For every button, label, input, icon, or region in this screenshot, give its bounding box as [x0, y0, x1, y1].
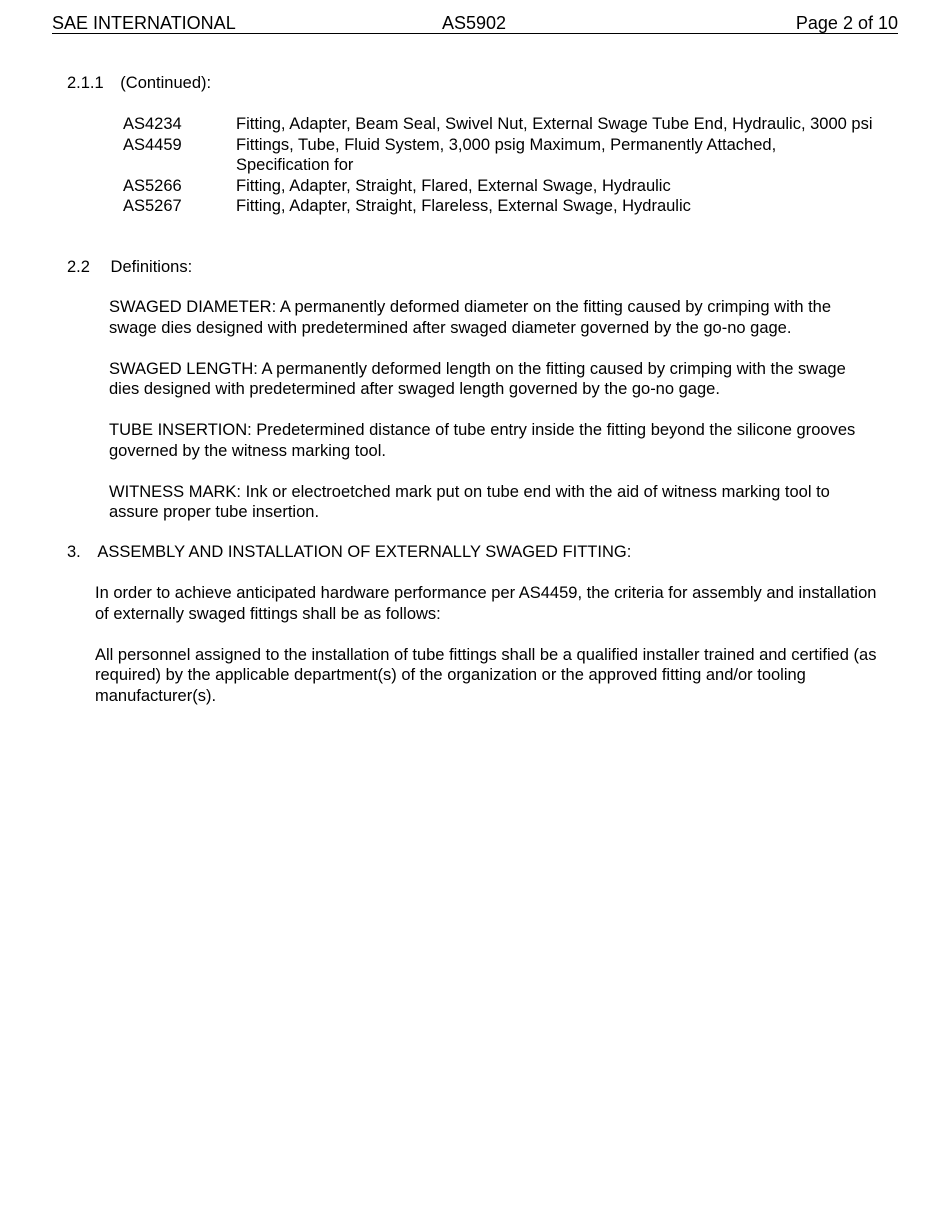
reference-title: Fitting, Adapter, Beam Seal, Swivel Nut, External Swage Tube End, Hydraulic, 3000 psi [236, 115, 873, 133]
section-number: 2.1.1 [67, 74, 104, 92]
section-title: Definitions: [110, 258, 193, 276]
section-2-2-heading [67, 257, 192, 278]
reference-item [123, 196, 873, 217]
definition-witness-mark: WITNESS MARK: Ink or electroetched mark put on tube end with the aid of witness marking tool to assure proper tube insertion. [109, 482, 830, 521]
reference-item [123, 176, 873, 197]
reference-code: AS4459 [123, 135, 182, 154]
section-number: 2.2 [67, 258, 90, 276]
section-3-body [95, 583, 880, 706]
paragraph-performance-criteria: In order to achieve anticipated hardware performance per AS4459, the criteria for assembly and installation of externally swaged fittings shall be as follows: [95, 584, 877, 623]
reference-item [123, 135, 873, 176]
section-number: 3. [67, 543, 81, 561]
header-document-number: AS5902 [442, 13, 507, 33]
page-header [52, 13, 898, 34]
reference-title: Fitting, Adapter, Straight, Flared, External Swage, Hydraulic [236, 176, 671, 195]
section-title: ASSEMBLY AND INSTALLATION OF EXTERNALLY SWAGED FITTING: [97, 543, 632, 561]
reference-title: Fittings, Tube, Fluid System, 3,000 psig Maximum, Permanently Attached, Specification for [236, 135, 777, 174]
reference-code: AS5266 [123, 176, 182, 195]
definition-list [109, 297, 879, 523]
section-title: (Continued): [120, 74, 212, 92]
definition-swaged-length: SWAGED LENGTH: A permanently deformed length on the fitting caused by crimping with the swage dies designed with predetermined after swaged length governed by the go-no gage. [109, 359, 846, 398]
definition-swaged-diameter: SWAGED DIAMETER: A permanently deformed diameter on the fitting caused by crimping with the swage dies designed with predetermined after swaged diameter governed by the go-no gage. [109, 298, 832, 337]
section-2-1-1-heading [67, 73, 211, 94]
reference-code: AS5267 [123, 197, 182, 215]
reference-code: AS4234 [123, 115, 182, 133]
reference-list [123, 114, 873, 217]
reference-title: Fitting, Adapter, Straight, Flareless, External Swage, Hydraulic [236, 197, 691, 215]
reference-item [123, 114, 873, 135]
header-organization: SAE INTERNATIONAL [52, 13, 236, 33]
header-page-label: Page 2 of 10 [795, 13, 898, 33]
definition-tube-insertion: TUBE INSERTION: Predetermined distance of tube entry inside the fitting beyond the silicone grooves governed by the witness marking tool. [109, 421, 856, 460]
paragraph-personnel-qualification: All personnel assigned to the installation of tube fittings shall be a qualified installer trained and certified (as required) by the applicable department(s) of the organization or the approved fitting and/or tooling manufacturer(s). [95, 645, 877, 705]
section-3-heading [67, 542, 631, 563]
